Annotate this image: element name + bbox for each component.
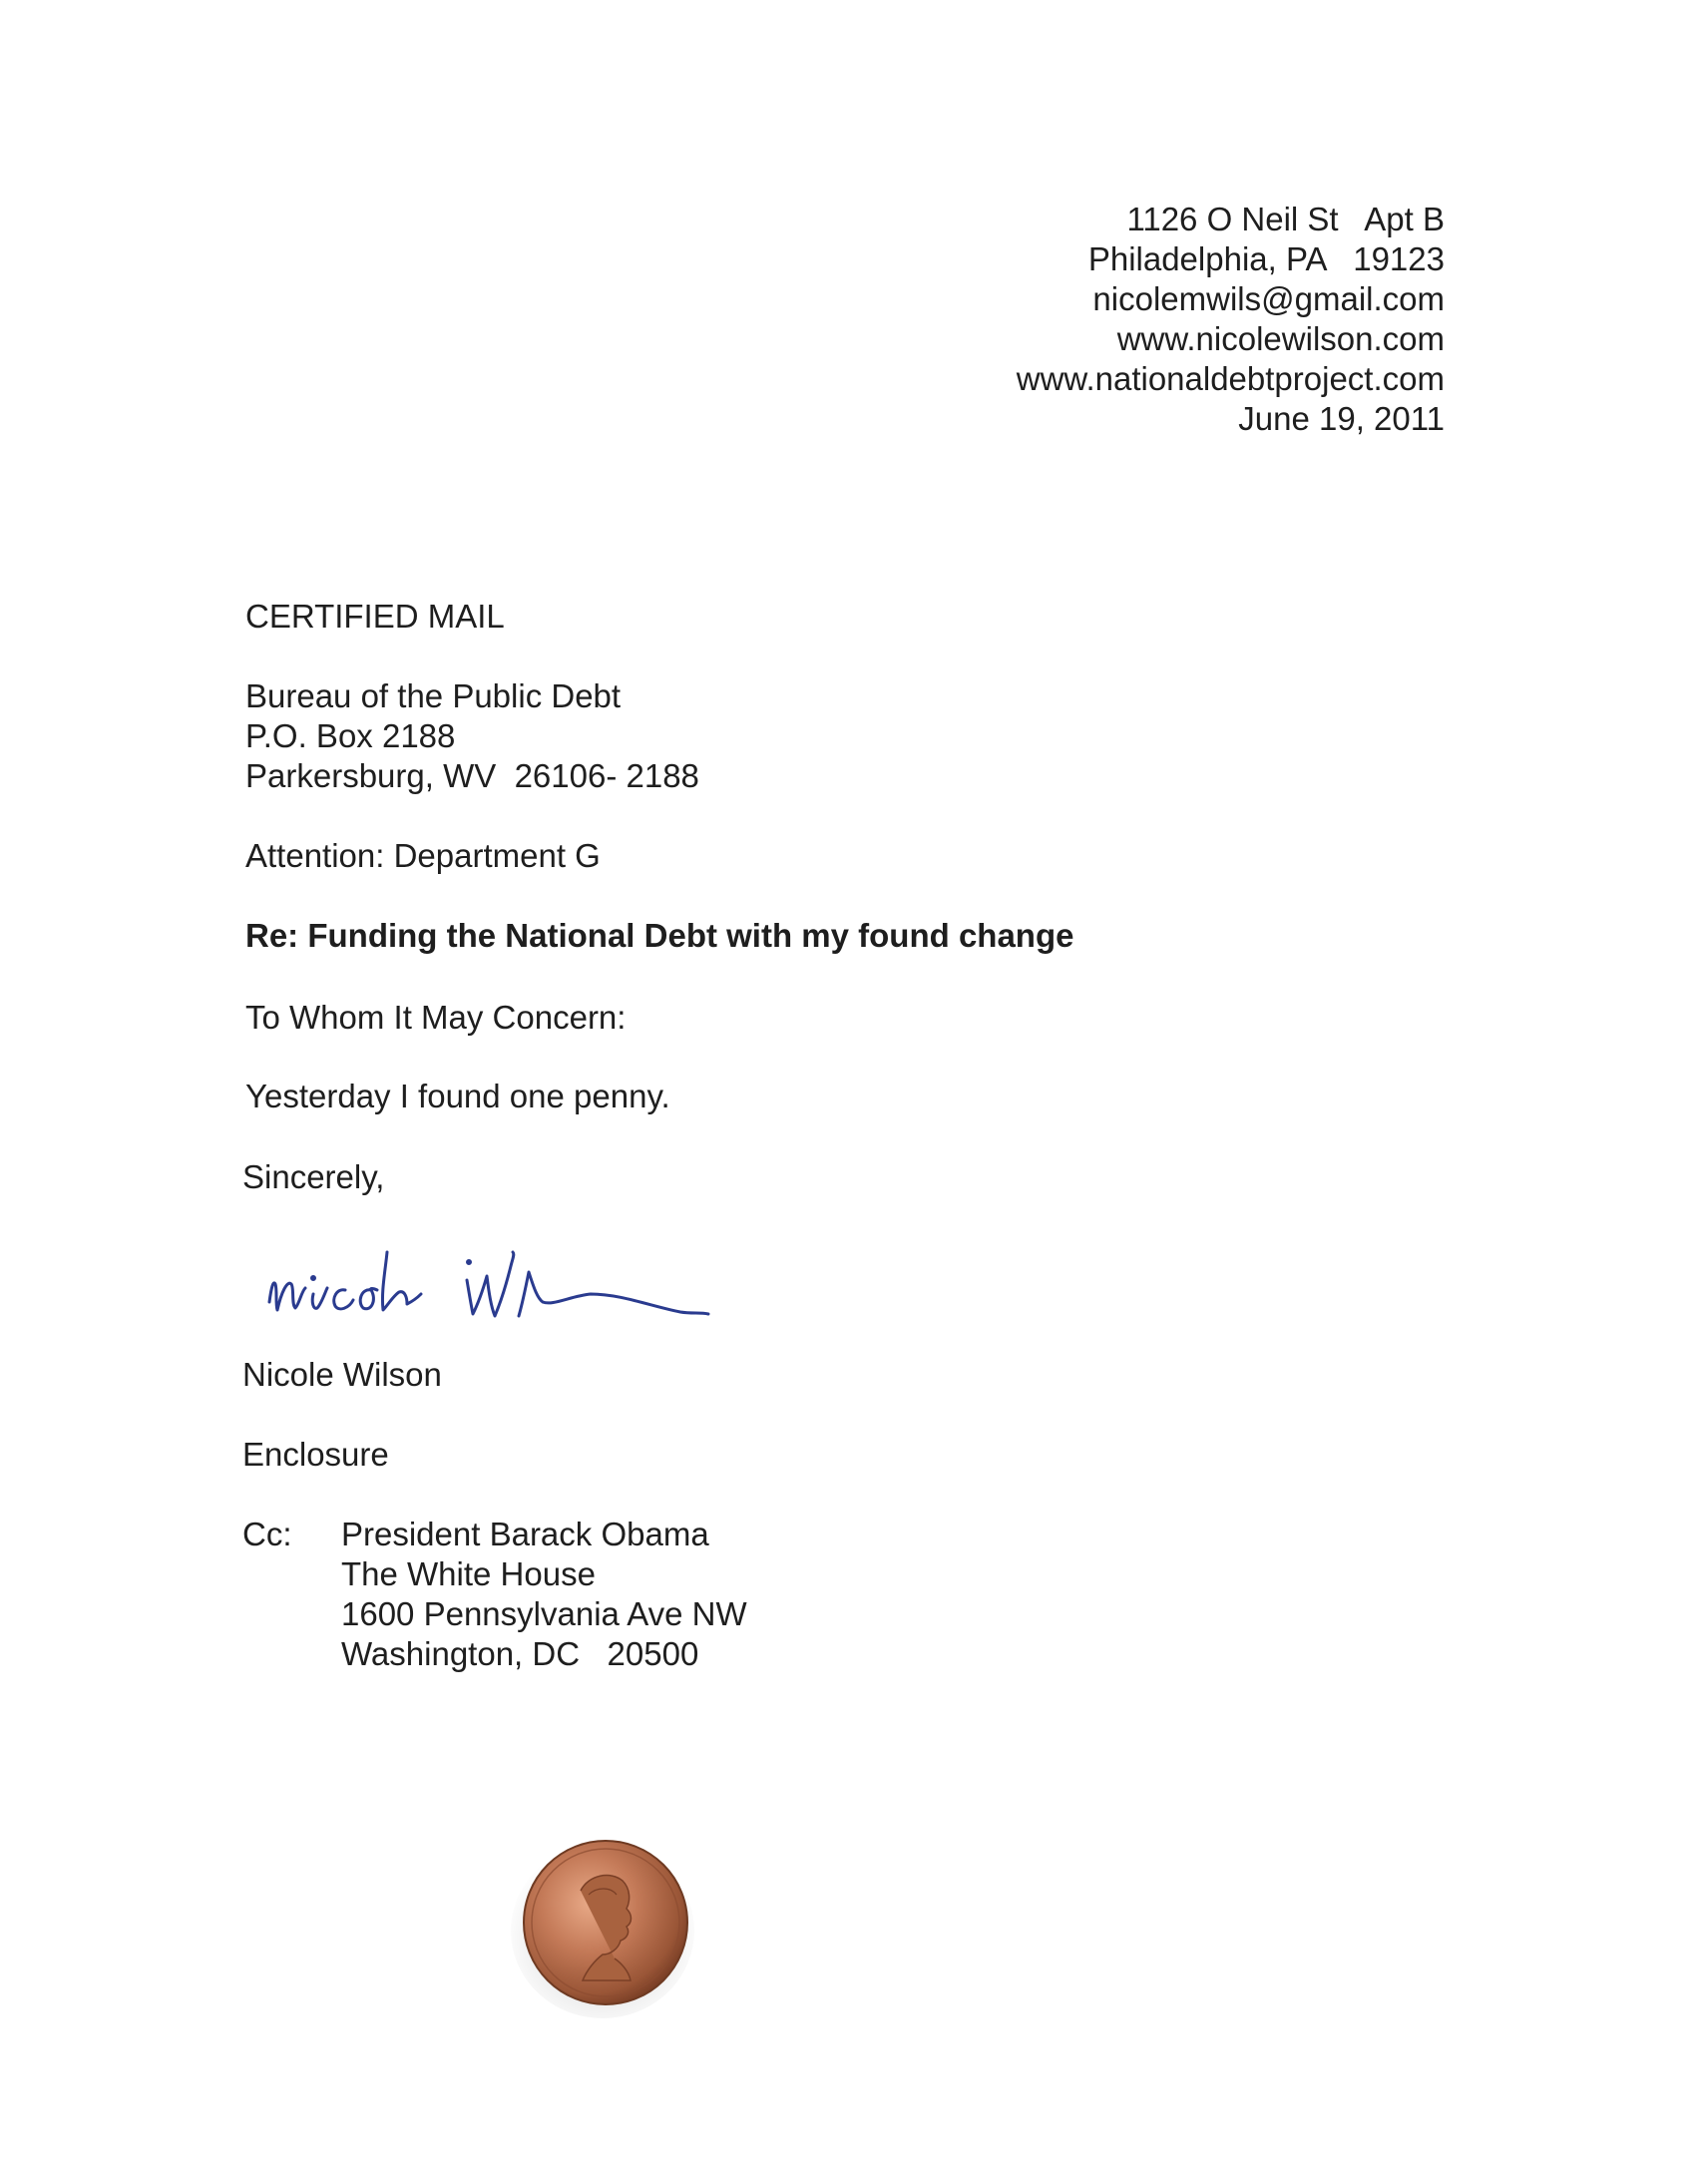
recipient-address-block xyxy=(245,676,699,796)
cc-label: Cc: xyxy=(242,1516,292,1552)
cc-line-1: President Barack Obama xyxy=(341,1516,709,1552)
enclosure-note: Enclosure xyxy=(242,1436,389,1473)
recipient-po-box: P.O. Box 2188 xyxy=(245,717,456,754)
penny-coin-image xyxy=(511,1831,700,2020)
cc-address-block xyxy=(341,1515,747,1674)
sender-address-block xyxy=(1017,200,1445,439)
sender-website-1: www.nicolewilson.com xyxy=(1116,320,1445,357)
letter-date: June 19, 2011 xyxy=(1238,400,1445,437)
recipient-name: Bureau of the Public Debt xyxy=(245,677,622,714)
handwritten-signature xyxy=(261,1232,710,1342)
attention-line: Attention: Department G xyxy=(245,837,601,874)
salutation: To Whom It May Concern: xyxy=(245,999,627,1036)
cc-line-2: The White House xyxy=(341,1555,596,1592)
mail-type: CERTIFIED MAIL xyxy=(245,598,505,635)
subject-line: Re: Funding the National Debt with my found change xyxy=(245,917,1074,954)
sender-street: 1126 O Neil St Apt B xyxy=(1126,201,1445,237)
sender-website-2: www.nationaldebtproject.com xyxy=(1016,360,1445,397)
recipient-city: Parkersburg, WV 26106- 2188 xyxy=(245,757,699,794)
letter-body: Yesterday I found one penny. xyxy=(245,1078,670,1114)
signer-name: Nicole Wilson xyxy=(242,1356,442,1393)
cc-line-3: 1600 Pennsylvania Ave NW xyxy=(341,1595,747,1632)
closing: Sincerely, xyxy=(242,1158,385,1195)
cc-line-4: Washington, DC 20500 xyxy=(341,1635,699,1672)
sender-city: Philadelphia, PA 19123 xyxy=(1087,240,1445,277)
sender-email: nicolemwils@gmail.com xyxy=(1092,280,1445,317)
